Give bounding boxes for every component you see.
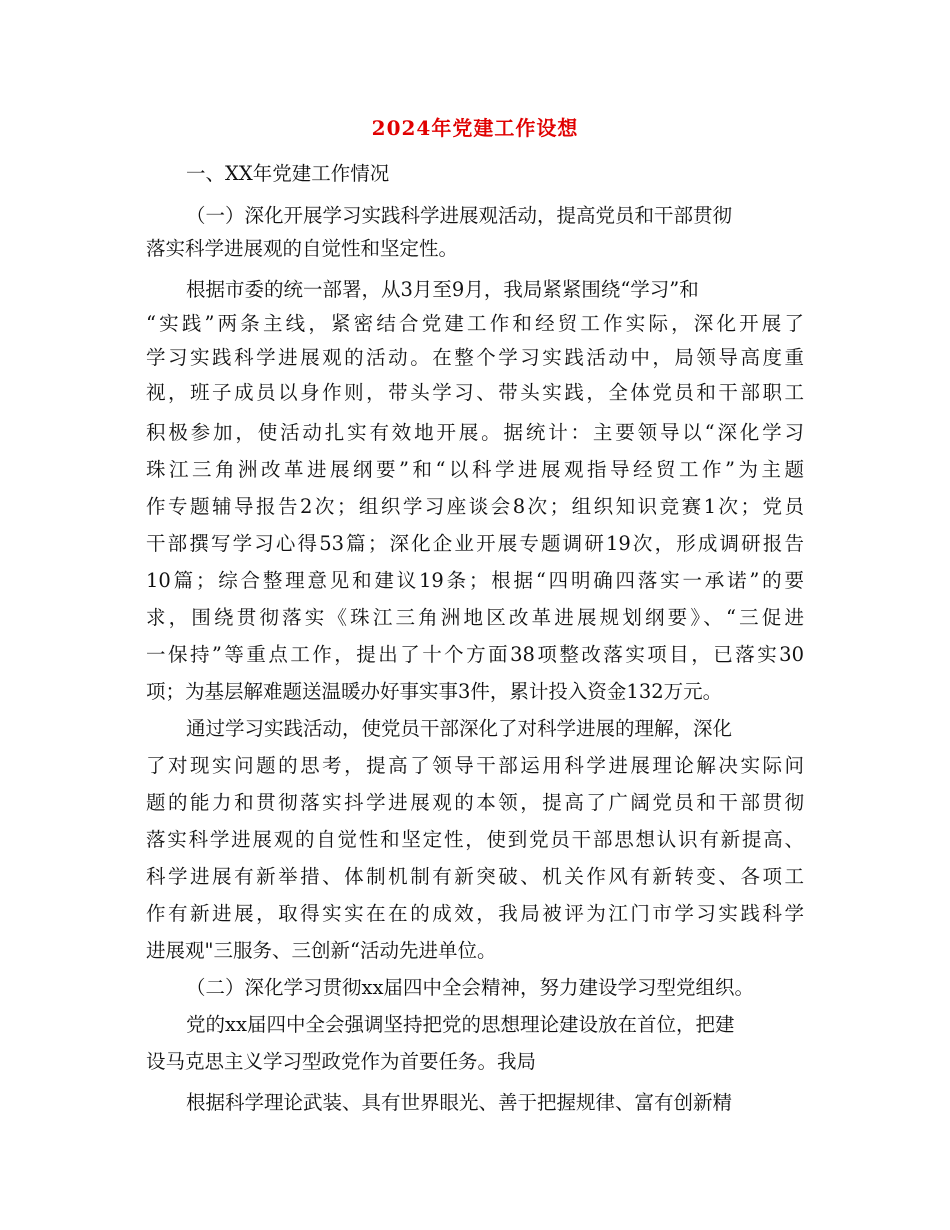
paragraph-line: 设马克思主义学习型政党作为首要任务。我局 [146,1050,537,1073]
subsection-heading: （二）深化学习贯彻xx届四中全会精神，努力建设学习型党组织。 [186,976,754,999]
paragraph-line: 干部撰写学习心得53篇；深化企业开展专题调研19次，形成调研报告 [146,532,804,555]
paragraph-line: 落实科学进展观的自觉性和坚定性，使到党员干部思想认识有新提高、 [146,828,804,851]
paragraph-line: 项；为基层解难题送温暖办好事实事3件，累计投入资金132万元。 [146,680,723,703]
paragraph-line: 学习实践科学进展观的活动。在整个学习实践活动中，局领导高度重 [146,346,804,369]
paragraph-line: 视，班子成员以身作则，带头学习、带头实践，全体党员和干部职工 [146,381,804,404]
paragraph-line: 党的xx届四中全会强调坚持把党的思想理论建设放在首位，把建 [186,1013,735,1036]
paragraph-line: 了对现实问题的思考，提高了领导干部运用科学进展理论解决实际问 [146,754,804,777]
paragraph-line: 作专题辅导报告2次；组织学习座谈会8次；组织知识竞赛1次；党员 [146,495,804,518]
section-heading: 一、XX年党建工作情况 [186,162,390,185]
document-title: 2024年党建工作设想 [371,116,579,140]
paragraph-line: 求，围绕贯彻落实《珠江三角洲地区改革进展规划纲要》、“三促进 [146,606,804,629]
paragraph-line: 10篇；综合整理意见和建议19条；根据“四明确四落实一承诺”的要 [146,569,804,592]
paragraph-line: 积极参加，使活动扎实有效地开展。据统计：主要领导以“深化学习 [146,421,804,444]
paragraph-line: 根据市委的统一部署，从3月至9月，我局紧紧围绕“学习”和 [186,278,699,301]
subsection-heading: （一）深化开展学习实践科学进展观活动，提高党员和干部贯彻 [186,204,733,227]
subsection-heading-cont: 落实科学进展观的自觉性和坚定性。 [146,237,459,260]
paragraph-line: 根据科学理论武装、具有世界眼光、善于把握规律、富有创新精 [186,1091,733,1114]
paragraph-line: 一保持”等重点工作，提出了十个方面38项整改落实项目，已落实30 [146,643,804,666]
paragraph-line: 珠江三角洲改革进展纲要”和“以科学进展观指导经贸工作”为主题 [146,458,804,481]
paragraph-line: 科学进展有新举措、体制机制有新突破、机关作风有新转变、各项工 [146,865,804,888]
paragraph-line: 进展观"三服务、三创新“活动先进单位。 [146,939,497,962]
paragraph-line: 作有新进展，取得实实在在的成效，我局被评为江门市学习实践科学 [146,902,804,925]
paragraph-line: “实践”两条主线，紧密结合党建工作和经贸工作实际，深化开展了 [146,312,804,335]
paragraph-line: 通过学习实践活动，使党员干部深化了对科学进展的理解，深化 [186,717,733,740]
paragraph-line: 题的能力和贯彻落实抖学进展观的本领，提高了广阔党员和干部贯彻 [146,791,804,814]
